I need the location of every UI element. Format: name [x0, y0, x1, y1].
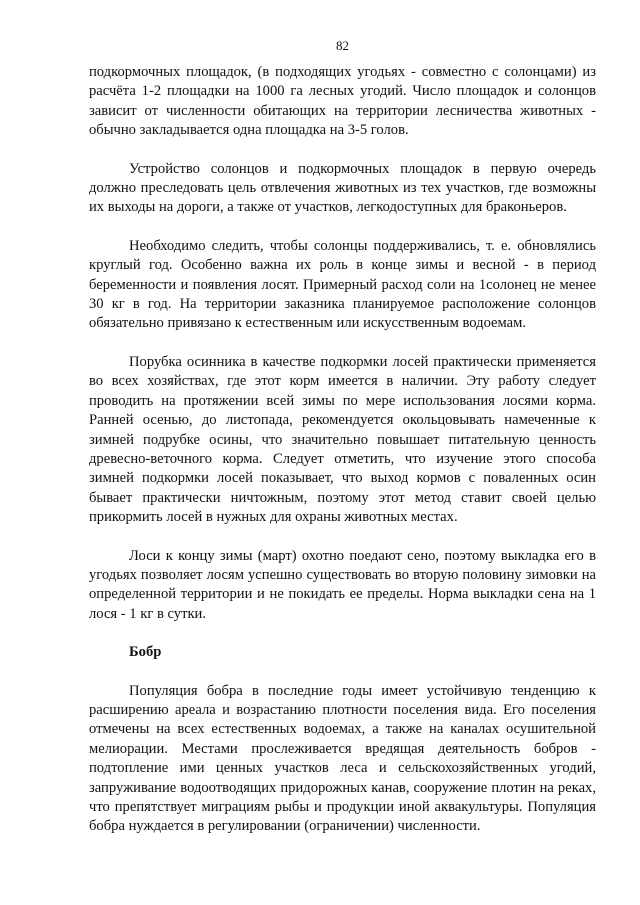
paragraph-aspen-feeding: Порубка осинника в качестве подкормки лосей практически применяется во всех хозяйствах, где этот корм имеется в наличии. Эту работу следует проводить на протяжении всей зимы по мере использования лосями корма. Ранней осенью, до листопада, рекомендуется окольцовывать намеченные к зимней подрубке осины, что значительно повышает питательную ценность древесно-веточного корма. Следует отметить, что изучение этого способа зимней подкормки лосей показывает, что выход кормов с поваленных осин бывает практически ничтожным, поэтому этот метод ставит своей целью прикормить лосей в нужных для охраны животных местах. [89, 353, 596, 526]
document-body [89, 63, 596, 837]
paragraph-spacer [89, 663, 596, 682]
page-number: 82 [336, 38, 349, 53]
section-heading-beaver: Бобр [129, 644, 162, 661]
paragraph-spacer [89, 528, 596, 547]
paragraph-salt-licks-purpose: Устройство солонцов и подкормочных площадок в первую очередь должно преследовать цель отвлечения животных из тех участков, где возможны их выходы на дороги, а также от участков, легкодоступных для браконьеров. [89, 160, 596, 216]
paragraph-spacer [89, 334, 596, 353]
paragraph-spacer [89, 218, 596, 237]
paragraph-continuation: подкормочных площадок, (в подходящих угодьях - совместно с солонцами) из расчёта 1-2 площадки на 1000 га лесных угодий. Число площадок и солонцов зависит от численности обитающих на территории лесничества животных - обычно закладывается одна площадка на 3-5 голов. [89, 64, 596, 139]
paragraph-spacer [89, 624, 596, 643]
paragraph-hay-feeding: Лоси к концу зимы (март) охотно поедают сено, поэтому выкладка его в угодьях позволяет лосям успешно существовать во вторую половину зимовки на определенной территории и не покидать ее пределы. Норма выкладки сена на 1 лося - 1 кг в сутки. [89, 547, 596, 622]
paragraph-beaver-population: Популяция бобра в последние годы имеет устойчивую тенденцию к расширению ареала и возрастанию плотности поселения вида. Его поселения отмечены на всех естественных водоемах, а также на каналах осушительной мелиорации. Местами прослеживается вредящая деятельность бобров - подтопление ими ценных участков леса и сельскохозяйственных угодий, запруживание водоотводящих придорожных канав, сооружение плотин на реках, что препятствует миграциям рыбы и продукции иной аквакультуры. Популяция бобра нуждается в регулировании (ограничении) численности. [89, 682, 596, 835]
paragraph-salt-licks-maintenance: Необходимо следить, чтобы солонцы поддерживались, т. е. обновлялись круглый год. Особенно важна их роль в конце зимы и весной - в период беременности и появления лосят. Примерный расход соли на 1солонец не менее 30 кг в год. На территории заказника планируемое расположение солонцов обязательно привязано к естественным или искусственным водоемам. [89, 237, 596, 332]
paragraph-spacer [89, 141, 596, 160]
